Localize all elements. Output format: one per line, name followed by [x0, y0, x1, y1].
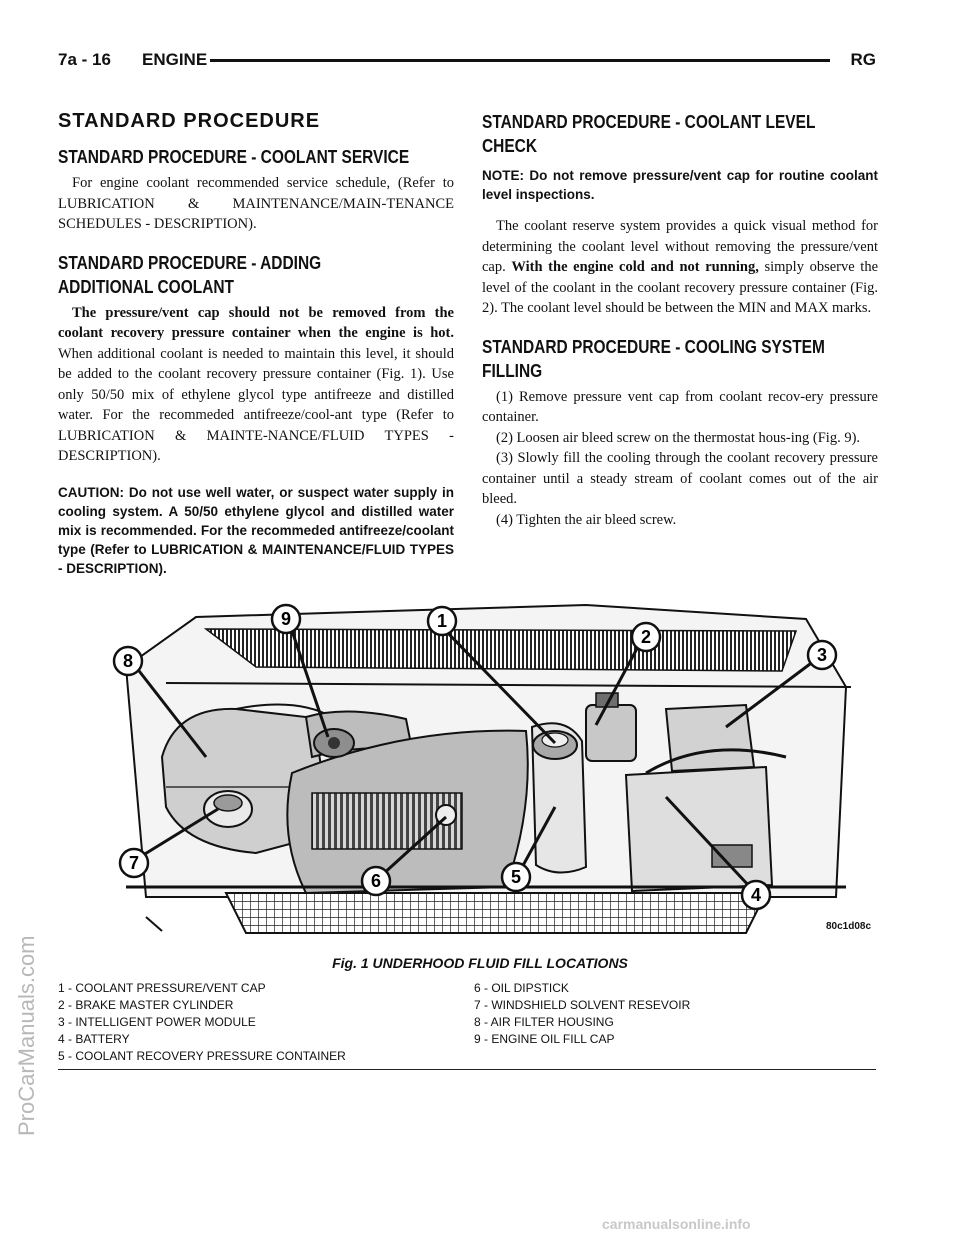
- level-check-heading: [482, 110, 877, 158]
- level-check-text: [482, 216, 878, 319]
- hot-engine-warning: The pressure/vent cap should not be removed from the coolant recovery pressure container when the engine is hot.: [58, 304, 454, 341]
- adding-coolant-heading-line2: ADDITIONAL COOLANT: [58, 276, 235, 297]
- adding-coolant-heading-line1: STANDARD PROCEDURE - ADDING: [58, 252, 322, 273]
- legend-divider: [58, 1069, 876, 1070]
- svg-text:7: 7: [128, 853, 140, 873]
- right-column: [482, 110, 878, 530]
- legend-item: 9 - ENGINE OIL FILL CAP: [474, 1032, 615, 1046]
- filling-step: (4) Tighten the air bleed screw.: [496, 511, 677, 528]
- page-header: [58, 50, 876, 72]
- engine-bay-illustration: [106, 597, 872, 937]
- figure-caption: Fig. 1 UNDERHOOD FLUID FILL LOCATIONS: [332, 955, 628, 971]
- legend-item: 4 - BATTERY: [58, 1032, 130, 1046]
- legend-item: 7 - WINDSHIELD SOLVENT RESEVOIR: [474, 998, 691, 1012]
- adding-coolant-body: When additional coolant is needed to maintain this level, it should be added to the coolant recovery pressure container (Fig. 1). Use only 50/50 mix of ethylene glycol type antifreeze and distilled water. For the recommeded antifreeze/cool-ant type (Refer to LUBRICATION & MAINTE-NANCE/FLUID TYPES - DESCRIPTION).: [58, 345, 454, 464]
- header-rule: [210, 59, 830, 62]
- legend-item: 6 - OIL DIPSTICK: [474, 981, 569, 995]
- adding-coolant-text: [58, 303, 454, 467]
- svg-text:2: 2: [640, 627, 652, 647]
- caution-text: CAUTION: Do not use well water, or suspect water supply in cooling system. A 50/50 ethylene glycol and distilled water mix is recommended. For the recommeded antifreeze/coolant type (Refer to LUBRICATION & MAINTENANCE/FLUID TYPES - DESCRIPTION).: [58, 484, 454, 576]
- adding-coolant-heading: [58, 251, 453, 299]
- svg-text:6: 6: [370, 871, 382, 891]
- callout-3: [808, 641, 836, 669]
- filling-heading-line2: FILLING: [482, 360, 543, 381]
- level-check-heading-line2: CHECK: [482, 136, 538, 156]
- callout-6: [362, 867, 390, 895]
- legend-left: [58, 980, 468, 1065]
- callout-8: [114, 647, 142, 675]
- underhood-figure: [106, 597, 872, 937]
- coolant-service-text: For engine coolant recommended service schedule, (Refer to LUBRICATION & MAINTENANCE/MAIN-TENANCE SCHEDULES - DESCRIPTION).: [58, 175, 454, 232]
- left-column: [58, 110, 454, 590]
- model-code: RG: [850, 50, 876, 69]
- callout-7: [120, 849, 148, 877]
- filling-step: (1) Remove pressure vent cap from coolant recov-ery pressure container.: [482, 388, 878, 425]
- legend-item: 3 - INTELLIGENT POWER MODULE: [58, 1015, 256, 1029]
- level-check-heading-line1: STANDARD PROCEDURE - COOLANT LEVEL: [482, 112, 816, 132]
- note-text: NOTE: Do not remove pressure/vent cap for routine coolant level inspections.: [482, 168, 878, 202]
- callout-5: [502, 863, 530, 891]
- main-heading: STANDARD PROCEDURE: [58, 110, 321, 132]
- svg-text:8: 8: [122, 651, 134, 671]
- side-watermark: ProCarManuals.com: [14, 935, 39, 1136]
- svg-text:9: 9: [280, 609, 292, 629]
- legend-item: 8 - AIR FILTER HOUSING: [474, 1015, 614, 1029]
- engine-cold-emphasis: With the engine cold and not running,: [511, 259, 759, 275]
- figure-id: 80c1d08c: [826, 921, 872, 932]
- filling-step: (2) Loosen air bleed screw on the thermostat hous-ing (Fig. 9).: [496, 429, 861, 446]
- legend-item: 2 - BRAKE MASTER CYLINDER: [58, 998, 234, 1012]
- level-check-body-post: simply observe the level of the coolant in the coolant recovery pressure container (Fig. 2). The coolant level should be between the MIN and MAX marks.: [482, 259, 879, 316]
- filling-heading: [482, 335, 877, 383]
- callout-9: [272, 605, 300, 633]
- callout-2: [632, 623, 660, 651]
- svg-text:1: 1: [436, 611, 448, 631]
- level-check-body-pre: The coolant reserve system provides a quick visual method for determining the coolant level without removing the pressure/vent cap.: [482, 218, 878, 275]
- footer-watermark: carmanualsonline.info: [602, 1216, 751, 1232]
- callout-4: [742, 881, 770, 909]
- legend-right: [474, 980, 874, 1048]
- callout-1: [428, 607, 456, 635]
- svg-text:5: 5: [510, 867, 522, 887]
- filling-heading-line1: STANDARD PROCEDURE - COOLING SYSTEM: [482, 336, 825, 357]
- page-number: 7a - 16: [58, 50, 111, 69]
- legend-item: 1 - COOLANT PRESSURE/VENT CAP: [58, 981, 266, 995]
- svg-text:4: 4: [750, 885, 762, 905]
- coolant-service-heading: STANDARD PROCEDURE - COOLANT SERVICE: [58, 147, 410, 167]
- legend-item: 5 - COOLANT RECOVERY PRESSURE CONTAINER: [58, 1049, 346, 1063]
- section-name: ENGINE: [142, 50, 208, 69]
- svg-text:3: 3: [816, 645, 828, 665]
- filling-step: (3) Slowly fill the cooling through the coolant recovery pressure container until a steady stream of coolant comes out of the air bleed.: [482, 450, 878, 507]
